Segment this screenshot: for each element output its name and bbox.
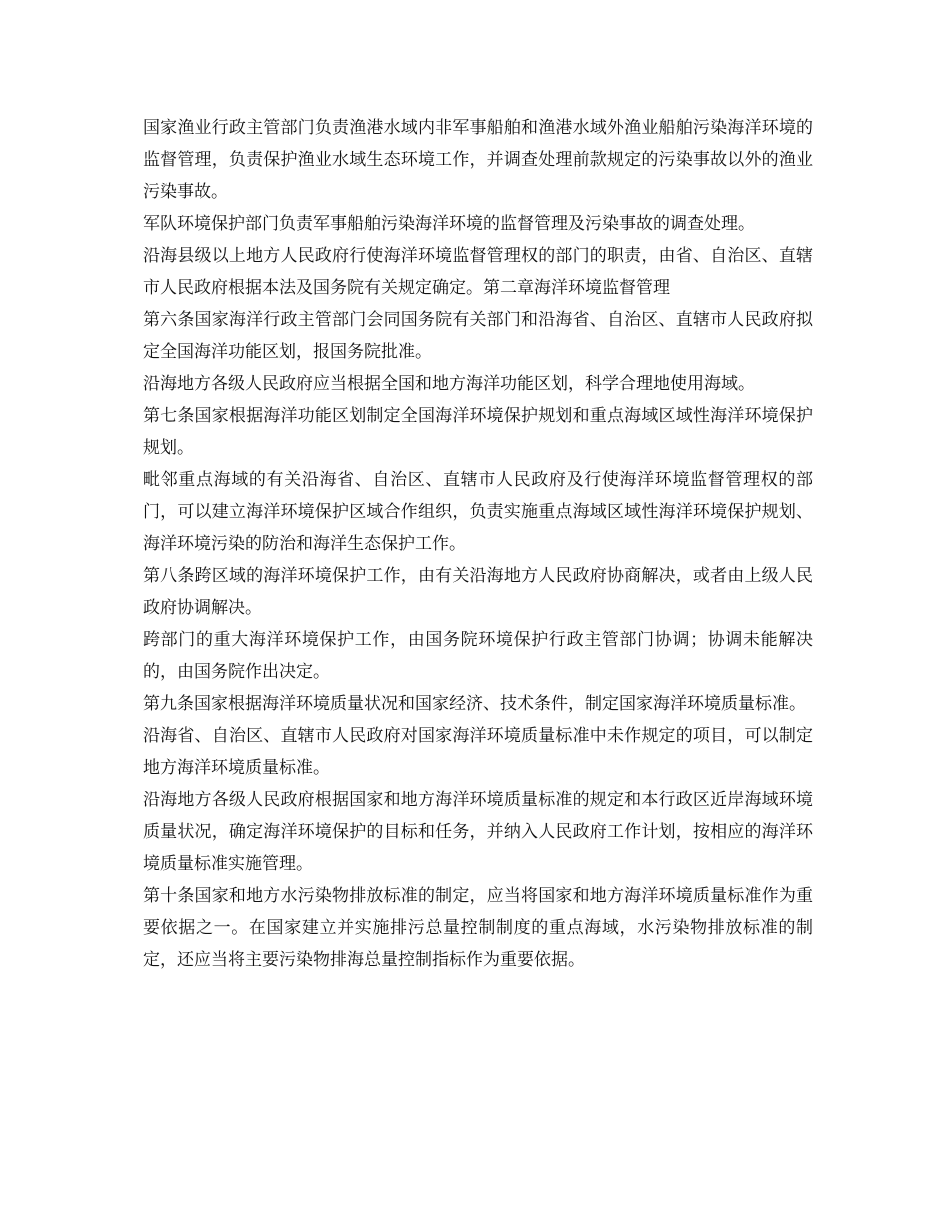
paragraph-11: 沿海省、自治区、直辖市人民政府对国家海洋环境质量标准中未作规定的项目，可以制定地方海洋环境质量标准。 — [143, 726, 813, 778]
document-body — [143, 112, 813, 976]
paragraph-3: 沿海县级以上地方人民政府行使海洋环境监督管理权的部门的职责，由省、自治区、直辖市人民政府根据本法及国务院有关规定确定。第二章海洋环境监督管理 — [143, 246, 813, 298]
paragraph-2: 军队环境保护部门负责军事船舶污染海洋环境的监督管理及污染事故的调查处理。 — [143, 214, 755, 234]
paragraph-10: 第九条国家根据海洋环境质量状况和国家经济、技术条件，制定国家海洋环境质量标准。 — [143, 694, 806, 714]
paragraph-6: 第七条国家根据海洋功能区划制定全国海洋环境保护规划和重点海域区域性海洋环境保护规划。 — [143, 406, 813, 458]
paragraph-13: 第十条国家和地方水污染物排放标准的制定，应当将国家和地方海洋环境质量标准作为重要依据之一。在国家建立并实施排污总量控制制度的重点海域，水污染物排放标准的制定，还应当将主要污染物排海总量控制指标作为重要依据。 — [143, 886, 813, 970]
paragraph-8: 第八条跨区域的海洋环境保护工作，由有关沿海地方人民政府协商解决，或者由上级人民政府协调解决。 — [143, 566, 813, 618]
paragraph-12: 沿海地方各级人民政府根据国家和地方海洋环境质量标准的规定和本行政区近岸海域环境质量状况，确定海洋环境保护的目标和任务，并纳入人民政府工作计划，按相应的海洋环境质量标准实施管理。 — [143, 790, 813, 874]
paragraph-9: 跨部门的重大海洋环境保护工作，由国务院环境保护行政主管部门协调；协调未能解决的，由国务院作出决定。 — [143, 630, 813, 682]
paragraph-4: 第六条国家海洋行政主管部门会同国务院有关部门和沿海省、自治区、直辖市人民政府拟定全国海洋功能区划，报国务院批准。 — [143, 310, 813, 362]
paragraph-7: 毗邻重点海域的有关沿海省、自治区、直辖市人民政府及行使海洋环境监督管理权的部门，可以建立海洋环境保护区域合作组织，负责实施重点海域区域性海洋环境保护规划、海洋环境污染的防治和海洋生态保护工作。 — [143, 470, 813, 554]
paragraph-1: 国家渔业行政主管部门负责渔港水域内非军事船舶和渔港水域外渔业船舶污染海洋环境的监督管理，负责保护渔业水域生态环境工作，并调查处理前款规定的污染事故以外的渔业污染事故。 — [143, 118, 813, 202]
paragraph-5: 沿海地方各级人民政府应当根据全国和地方海洋功能区划，科学合理地使用海域。 — [143, 374, 755, 394]
